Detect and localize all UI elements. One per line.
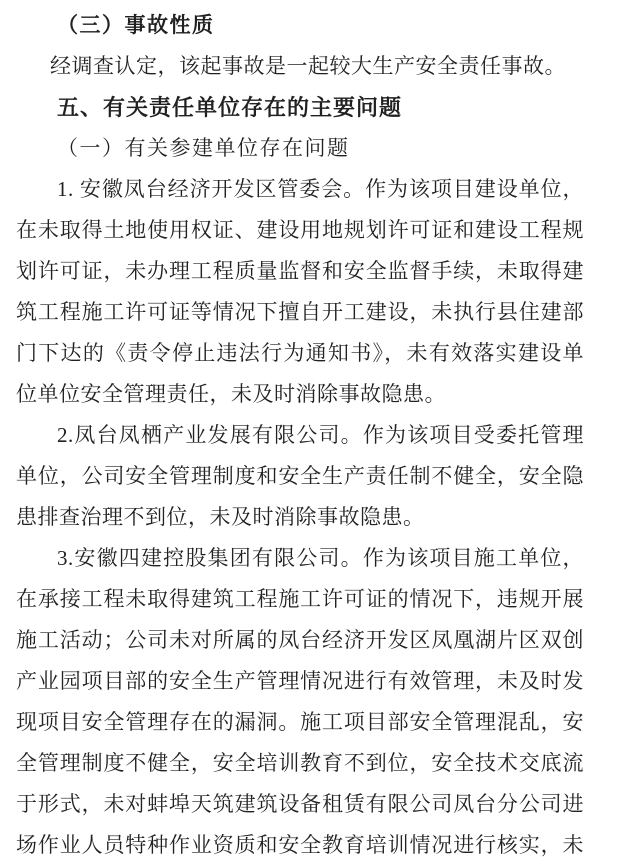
para3-line: 场作业人员特种作业资质和安全教育培训情况进行核实，未 [16, 833, 584, 857]
para3-line: 产业园项目部的安全生产管理情况进行有效管理，未及时发 [16, 669, 584, 693]
heading-participating-units-problems: （一）有关参建单位存在问题 [57, 136, 350, 160]
para3-line: 全管理制度不健全，安全培训教育不到位，安全技术交底流 [16, 751, 584, 775]
heading-responsible-units-problems: 五、有关责任单位存在的主要问题 [57, 95, 403, 120]
para3-line: 在承接工程未取得建筑工程施工许可证的情况下，违规开展 [16, 587, 584, 611]
para1-line: 筑工程施工许可证等情况下擅自开工建设，未执行县住建部 [16, 300, 584, 324]
para1-line: 在未取得土地使用权证、建设用地规划许可证和建设工程规 [16, 218, 584, 242]
para2-line: 单位，公司安全管理制度和安全生产责任制不健全，安全隐 [16, 464, 584, 488]
verdict-paragraph-line: 经调查认定，该起事故是一起较大生产安全责任事故。 [50, 54, 566, 78]
para1-line: 划许可证，未办理工程质量监督和安全监督手续，未取得建 [16, 259, 584, 283]
para3-line: 3.安徽四建控股集团有限公司。作为该项目施工单位， [57, 546, 584, 570]
para3-line: 现项目安全管理存在的漏洞。施工项目部安全管理混乱，安 [16, 710, 584, 734]
para3-line: 于形式，未对蚌埠天筑建筑设备租赁有限公司凤台分公司进 [16, 792, 584, 816]
para1-line: 门下达的《责令停止违法行为通知书》，未有效落实建设单 [16, 341, 584, 365]
heading-accident-nature: （三）事故性质 [57, 13, 215, 37]
para2-line: 患排查治理不到位，未及时消除事故隐患。 [16, 505, 425, 529]
para1-line: 1. 安徽凤台经济开发区管委会。作为该项目建设单位， [57, 177, 584, 201]
para2-line: 2.凤台凤栖产业发展有限公司。作为该项目受委托管理 [57, 423, 584, 447]
para3-line: 施工活动；公司未对所属的凤台经济开发区凤凰湖片区双创 [16, 628, 584, 652]
para1-line: 位单位安全管理责任，未及时消除事故隐患。 [16, 382, 446, 406]
